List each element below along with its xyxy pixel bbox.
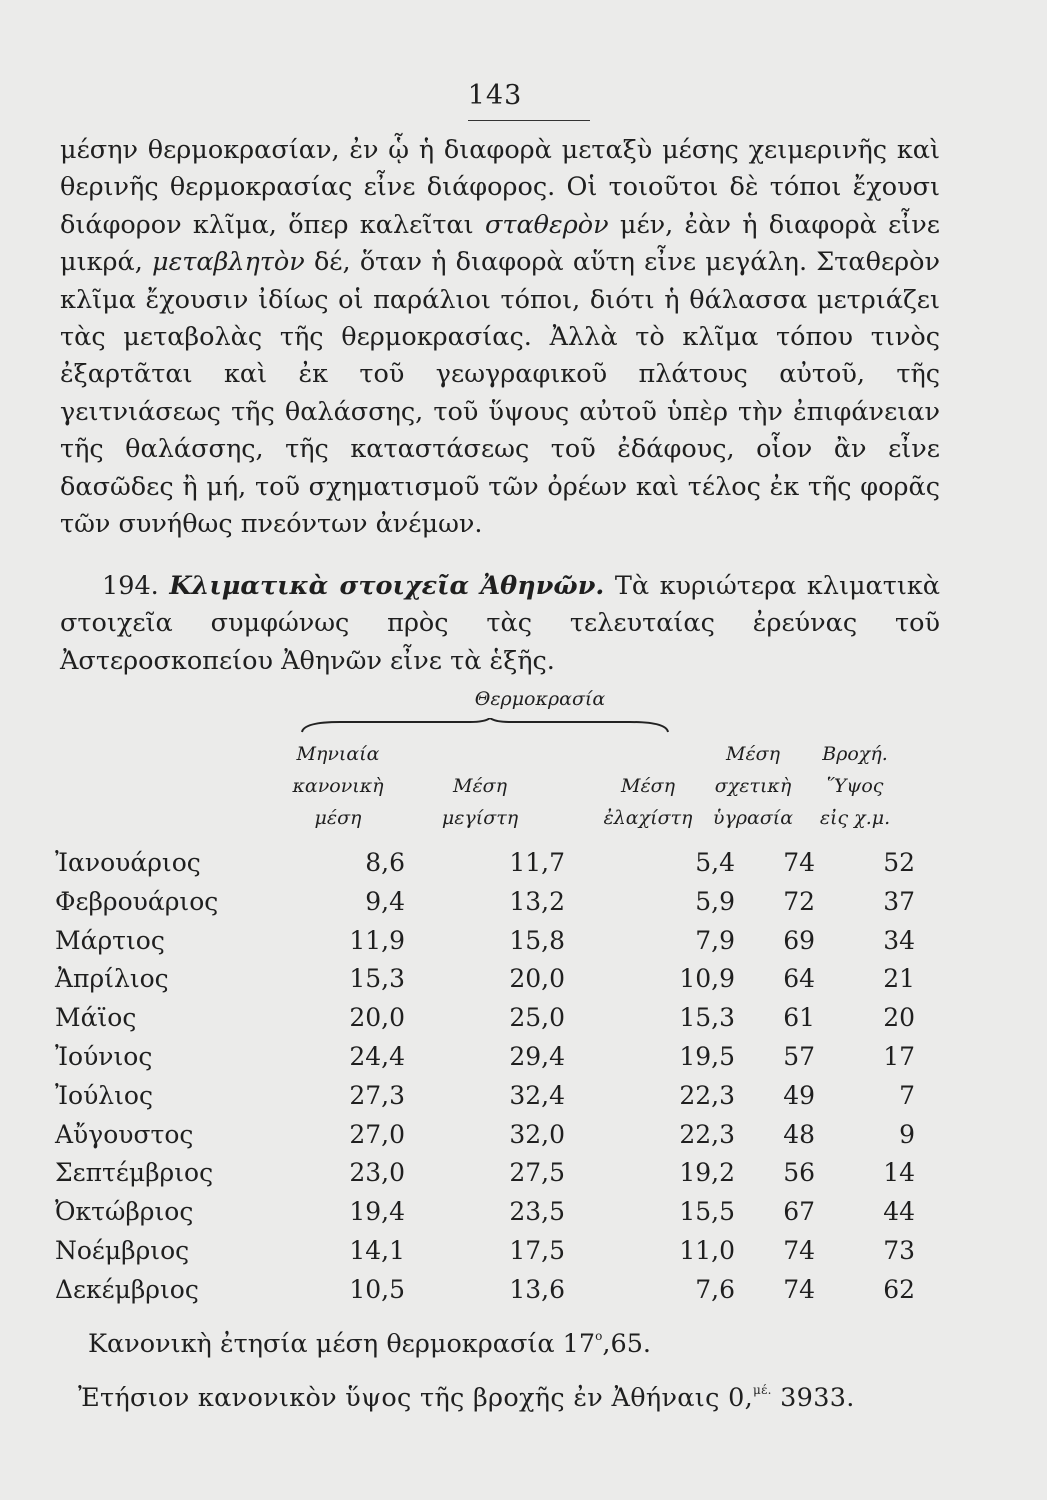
table-row xyxy=(55,1193,915,1232)
mean-max-cell: 17,5 xyxy=(509,1235,565,1265)
mean-min-cell: 7,9 xyxy=(695,925,735,955)
header-line: Ὕψος xyxy=(826,775,884,797)
term-stable: σταθερὸν xyxy=(484,209,609,240)
annual-temp-value: ,65. xyxy=(602,1329,652,1359)
mean-min-cell: 7,6 xyxy=(695,1274,735,1304)
table-row xyxy=(55,1038,915,1077)
month-cell: Μάϊος xyxy=(55,1003,137,1033)
mean-min-cell: 15,5 xyxy=(679,1197,735,1227)
rain-cell: 52 xyxy=(883,848,915,877)
table-row xyxy=(55,844,915,883)
header-line: Μέση xyxy=(725,743,780,765)
normal-mean-cell: 14,1 xyxy=(349,1235,405,1265)
normal-mean-cell: 15,3 xyxy=(349,964,405,994)
month-cell: Σεπτέμβριος xyxy=(55,1158,214,1188)
paragraph1-start: μέσην θερμοκρασίαν, ἐν ᾧ ἡ διαφορὰ μεταξὺ μέσης χειμερινῆς καὶ θερινῆς θερμοκρασίας εἶνε διάφορος. Οἱ τοιοῦτοι δὲ τόποι ἔχουσι διάφορον κλῖμα, ὅπερ καλεῖται xyxy=(60,135,940,240)
paragraph-climate-intro xyxy=(60,132,940,543)
table-row xyxy=(55,1232,915,1271)
header-line: Μηνιαία xyxy=(296,743,380,765)
header-line: εἰς χ.μ. xyxy=(819,807,891,829)
mean-max-cell: 23,5 xyxy=(509,1197,565,1227)
month-cell: Δεκέμβριος xyxy=(55,1274,199,1304)
header-monthly-normal-mean xyxy=(268,738,408,834)
term-variable: μεταβλητὸν xyxy=(152,247,305,278)
rain-cell: 21 xyxy=(883,964,915,994)
mean-max-cell: 13,2 xyxy=(509,886,565,916)
mean-max-cell: 11,7 xyxy=(509,848,565,877)
annual-rainfall xyxy=(78,1372,958,1417)
rain-cell: 9 xyxy=(899,1119,915,1149)
mean-min-cell: 5,9 xyxy=(695,886,735,916)
mean-max-cell: 29,4 xyxy=(509,1041,565,1071)
rain-cell: 20 xyxy=(883,1003,915,1033)
month-cell: Ἀπρίλιος xyxy=(55,964,169,994)
month-cell: Αὔγουστος xyxy=(55,1119,194,1149)
humidity-cell: 69 xyxy=(783,925,815,955)
header-line: Βροχή. xyxy=(822,743,888,765)
table-row xyxy=(55,883,915,922)
table-row xyxy=(55,1077,915,1116)
table-row xyxy=(55,999,915,1038)
mean-min-cell: 19,5 xyxy=(679,1041,735,1071)
mean-min-cell: 15,3 xyxy=(679,1003,735,1033)
humidity-cell: 64 xyxy=(783,964,815,994)
annual-mean-temperature xyxy=(88,1318,968,1363)
normal-mean-cell: 27,0 xyxy=(349,1119,405,1149)
normal-mean-cell: 24,4 xyxy=(349,1041,405,1071)
table-row xyxy=(55,1116,915,1155)
rain-cell: 34 xyxy=(883,925,915,955)
table-row xyxy=(55,922,915,961)
humidity-cell: 72 xyxy=(783,886,815,916)
mean-max-cell: 27,5 xyxy=(509,1158,565,1188)
header-line: ὑγρασία xyxy=(712,807,794,829)
month-cell: Ἰούλιος xyxy=(55,1080,153,1110)
header-line: Μέση xyxy=(452,775,507,797)
mean-min-cell: 11,0 xyxy=(679,1235,735,1265)
month-cell: Ἰανουάριος xyxy=(55,848,201,877)
mean-min-cell: 10,9 xyxy=(679,964,735,994)
mean-max-cell: 20,0 xyxy=(509,964,565,994)
table-row xyxy=(55,1271,915,1310)
header-line: Μέση xyxy=(620,775,675,797)
humidity-cell: 48 xyxy=(783,1119,815,1149)
rain-cell: 37 xyxy=(883,886,915,916)
rain-cell: 73 xyxy=(883,1235,915,1265)
temperature-group-label: Θερμοκρασία xyxy=(474,688,606,710)
temperature-brace xyxy=(300,718,670,738)
rain-cell: 14 xyxy=(883,1158,915,1188)
section-number: 194. xyxy=(102,571,159,601)
normal-mean-cell: 10,5 xyxy=(349,1274,405,1304)
table-row xyxy=(55,1154,915,1193)
paragraph1-end: δέ, ὅταν ἡ διαφορὰ αὕτη εἶνε μεγάλη. Σταθερὸν κλῖμα ἔχουσιν ἰδίως οἱ παράλιοι τόποι, διότι ἡ θάλασσα μετριάζει τὰς μεταβολὰς τῆς θερμοκρασίας. Ἀλλὰ τὸ κλῖμα τόπου τινὸς ἐξαρτᾶται καὶ ἐκ τοῦ γεωγραφικοῦ πλάτους αὐτοῦ, τῆς γειτνιάσεως τῆς θαλάσσης, τοῦ ὕψους αὐτοῦ ὑπὲρ τὴν ἐπιφάνειαν τῆς θαλάσσης, τῆς καταστάσεως τοῦ ἐδάφους, οἷον ἂν εἶνε δασῶδες ἢ μή, τοῦ σχηματισμοῦ τῶν ὀρέων καὶ τέλος ἐκ τῆς φορᾶς τῶν συνήθως πνεόντων ἀνέμων. xyxy=(60,247,941,540)
humidity-cell: 61 xyxy=(783,1003,815,1033)
humidity-cell: 49 xyxy=(783,1080,815,1110)
header-mean-max xyxy=(410,770,550,834)
month-cell: Μάρτιος xyxy=(55,925,165,955)
humidity-cell: 56 xyxy=(783,1158,815,1188)
degree-mark: ο xyxy=(595,1329,603,1343)
header-line: σχετικὴ xyxy=(714,775,792,797)
rain-cell: 62 xyxy=(883,1274,915,1304)
normal-mean-cell: 20,0 xyxy=(349,1003,405,1033)
mean-min-cell: 22,3 xyxy=(679,1080,735,1110)
mean-max-cell: 13,6 xyxy=(509,1274,565,1304)
annual-rain-text: Ἐτήσιον κανονικὸν ὕψος τῆς βροχῆς ἐν Ἀθήναις 0, xyxy=(78,1383,753,1413)
normal-mean-cell: 19,4 xyxy=(349,1197,405,1227)
normal-mean-cell: 27,3 xyxy=(349,1080,405,1110)
month-cell: Φεβρουάριος xyxy=(55,886,219,916)
header-line: μέση xyxy=(314,807,362,829)
humidity-cell: 74 xyxy=(783,1274,815,1304)
header-humidity xyxy=(698,738,808,834)
section-text: Τὰ κυριώτερα κλιματικὰ στοιχεῖα συμφώνως πρὸς τὰς τελευταίας ἐρεύνας τοῦ Ἀστεροσκοπείου Ἀθηνῶν εἶνε τὰ ἑξῆς. xyxy=(60,571,941,676)
humidity-cell: 74 xyxy=(783,1235,815,1265)
rain-cell: 7 xyxy=(899,1080,915,1110)
month-cell: Ὀκτώβριος xyxy=(55,1197,194,1227)
humidity-cell: 67 xyxy=(783,1197,815,1227)
month-cell: Ἰούνιος xyxy=(55,1041,153,1071)
mean-max-cell: 15,8 xyxy=(509,925,565,955)
header-line: κανονικὴ xyxy=(292,775,384,797)
normal-mean-cell: 11,9 xyxy=(349,925,405,955)
normal-mean-cell: 8,6 xyxy=(365,848,405,877)
paragraph1-middle: μέν, ἐὰν ἡ διαφορὰ εἶνε μικρά, xyxy=(60,209,941,278)
page-number: 143 xyxy=(467,80,523,111)
section-194 xyxy=(60,568,940,680)
annual-rain-value: 3933. xyxy=(771,1383,855,1413)
annual-temp-text: Κανονικὴ ἐτησία μέση θερμοκρασία 17 xyxy=(88,1329,596,1359)
section-title: Κλιματικὰ στοιχεῖα Ἀθηνῶν. xyxy=(169,571,605,601)
rain-cell: 17 xyxy=(883,1041,915,1071)
humidity-cell: 57 xyxy=(783,1041,815,1071)
mean-min-cell: 5,4 xyxy=(695,848,735,877)
table-row xyxy=(55,960,915,999)
normal-mean-cell: 23,0 xyxy=(349,1158,405,1188)
rain-cell: 44 xyxy=(883,1197,915,1227)
header-line: ἐλαχίστη xyxy=(603,807,693,829)
header-line: μεγίστη xyxy=(441,807,519,829)
mean-min-cell: 19,2 xyxy=(679,1158,735,1188)
climate-table xyxy=(55,844,915,1310)
header-rain xyxy=(800,738,910,834)
header-rule xyxy=(468,120,590,121)
month-cell: Νοέμβριος xyxy=(55,1235,190,1265)
normal-mean-cell: 9,4 xyxy=(365,886,405,916)
mean-min-cell: 22,3 xyxy=(679,1119,735,1149)
mean-max-cell: 32,4 xyxy=(509,1080,565,1110)
humidity-cell: 74 xyxy=(783,848,815,877)
meter-mark: μέ. xyxy=(753,1383,772,1397)
mean-max-cell: 32,0 xyxy=(509,1119,565,1149)
mean-max-cell: 25,0 xyxy=(509,1003,565,1033)
